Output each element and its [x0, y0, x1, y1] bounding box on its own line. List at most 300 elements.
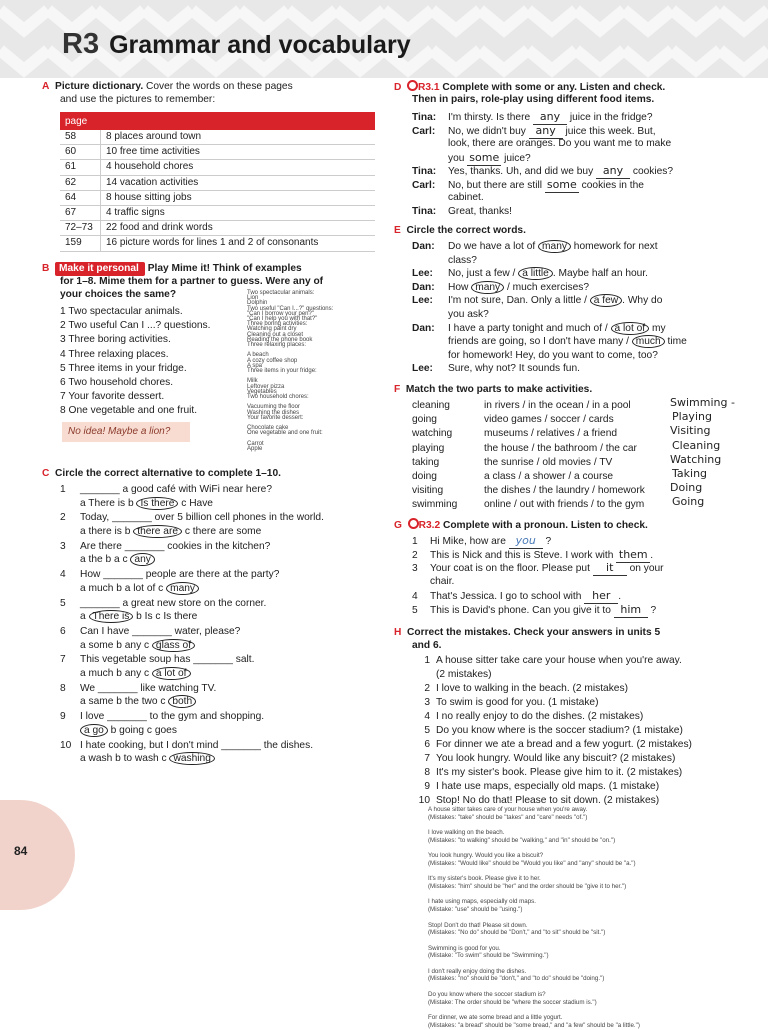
handwritten-note-line: A beach [247, 352, 269, 359]
item-text: Three relaxing places. [68, 348, 169, 360]
answer-note-line: Swimming is good for you. [428, 944, 501, 952]
options-line [80, 525, 261, 539]
table-row [60, 221, 375, 236]
line-text: Sure, why not? It sounds fun. [448, 363, 580, 375]
item-number: 2 [412, 549, 418, 561]
line-text-end: ? [647, 604, 657, 616]
speaker: Lee: [412, 295, 433, 307]
item-text: Your favorite dessert. [68, 391, 165, 403]
description-cell: 4 traffic signs [101, 205, 376, 220]
question-number: 6 [60, 626, 66, 637]
handwritten-answer[interactable]: Going [672, 495, 705, 509]
mistake-sentence [412, 710, 643, 724]
circled-answer[interactable]: washing [169, 752, 214, 765]
verb-cell: going [412, 414, 437, 426]
mistake-sentence [412, 654, 682, 668]
answer-note-line: (Mistake: "To swim" should be "Swimming.") [428, 952, 549, 960]
section-c-heading: C Circle the correct alternative to complete 1–10. [42, 468, 281, 479]
item-text: I love to walking in the beach. (2 mistakes) [436, 683, 628, 694]
sentence-line [412, 603, 656, 618]
item-number: 4 [412, 590, 418, 602]
section-b-instr3: your choices the same? [60, 289, 177, 300]
list-item [60, 348, 169, 362]
question-number: 2 [60, 512, 66, 524]
phrase-cell: the sunrise / old movies / TV [484, 456, 613, 468]
line-text-end: . Maybe half an hour. [552, 268, 648, 280]
line-text: cabinet. [448, 192, 484, 203]
handwritten-answer[interactable]: Doing [670, 481, 703, 495]
item-text: I hate use maps, especially old maps. (1 mistake) [436, 781, 660, 792]
answer-note-line: (Mistakes: "take" should be "takes" and "care" needs "of.") [428, 813, 588, 821]
question-number: 10 [60, 739, 72, 751]
list-item [60, 390, 164, 404]
line-text-end: juice? [501, 152, 531, 164]
handwritten-note-line: Carrot [247, 440, 264, 447]
handwritten-note-line: Watching paint dry [247, 326, 297, 333]
question-number: 7 [60, 654, 66, 666]
options-post: c there are some [182, 525, 262, 537]
handwritten-answer[interactable]: Cleaning [672, 438, 721, 452]
mistake-sentence [412, 752, 675, 766]
circled-answer[interactable]: many [166, 582, 199, 595]
item-number: 1 [60, 306, 66, 317]
table-row [60, 190, 375, 205]
item-number: 3 [412, 563, 418, 575]
item-number: 4 [424, 711, 430, 722]
answer-note-line: I hate using maps, especially old maps. [428, 898, 536, 906]
item-number: 8 [60, 405, 66, 417]
handwritten-note-line: One vegetable and one fruit: [247, 430, 323, 437]
circled-answer[interactable]: any [130, 553, 154, 566]
answer-note-line: It's my sister's book. Please give it to her. [428, 875, 541, 883]
speaker: Lee: [412, 363, 433, 375]
question-line [60, 739, 313, 753]
phrase-cell: a class / a shower / a course [484, 471, 614, 482]
item-number: 7 [60, 391, 66, 403]
unit-code: R3 [62, 28, 100, 60]
verb-cell: taking [412, 456, 440, 468]
mistake-sentence [412, 724, 683, 738]
question-number: 9 [60, 711, 66, 723]
section-a-instr: and use the pictures to remember: [60, 94, 216, 105]
question-text: Today, _______ over 5 billion cell phones in the world. [80, 512, 324, 524]
handwritten-note-line: "Can I borrow your pen?" [247, 310, 314, 317]
dialogue-line [412, 191, 484, 205]
item-text: Three items in your fridge. [68, 362, 187, 374]
handwritten-note-line: Your favorite dessert: [247, 414, 304, 421]
options-line [80, 497, 213, 511]
question-line [60, 540, 270, 554]
options-line [80, 724, 177, 738]
question-text: Can I have _______ water, please? [80, 626, 241, 637]
section-d-heading: D R3.1 Complete with some or any. Listen and check. [394, 82, 666, 93]
line-text-end: cookies? [630, 166, 674, 177]
verb-cell: playing [412, 442, 445, 454]
table-row [60, 236, 375, 251]
item-number: 5 [60, 362, 66, 374]
answer-note-line: (Mistake: The order should be "where the soccer stadium is.") [428, 998, 597, 1006]
phrase-cell: the house / the bathroom / the car [484, 442, 637, 454]
verb-cell: swimming [412, 499, 458, 511]
page-cell: 62 [60, 175, 101, 190]
answer-note-line: (Mistakes: "No do" should be "Don't," and "to sit" should be "sit.") [428, 929, 606, 937]
mistake-sentence [412, 738, 692, 752]
answer-note-line: You look hungry. Would you like a biscuit? [428, 852, 544, 860]
options-pre: a wash b to wash c [80, 753, 170, 765]
page-title [62, 28, 411, 61]
line-text-end: cookies in the [578, 179, 644, 191]
options-post: b Is c Is there [133, 611, 198, 623]
filled-pronoun[interactable]: it [593, 561, 627, 576]
answer-note-line: (Mistakes: "Would like" should be "Would you like" and "any" should be "a.") [428, 859, 636, 867]
section-g-heading: G R3.2 Complete with a pronoun. Listen to check. [394, 520, 648, 531]
line-text: Do we have a lot of [448, 241, 539, 252]
options-pre: a same b the two c [80, 696, 169, 708]
question-line [60, 597, 266, 611]
list-item [60, 333, 171, 347]
line-text-end: . [650, 549, 654, 561]
question-number: 4 [60, 569, 66, 581]
question-text: _______ a good café with WiFi near here? [80, 484, 272, 495]
line-text-end: on your [626, 563, 664, 575]
circled-answer[interactable]: a lot of [152, 667, 191, 680]
answer-note-line: For dinner, we ate some bread and a little yogurt. [428, 1013, 563, 1021]
line-text: you [448, 152, 468, 164]
item-number: 9 [424, 781, 430, 792]
speaker: Carl: [412, 125, 436, 137]
handwritten-note-line: Washing the dishes [247, 409, 300, 416]
line-text: friends are going, so I don't have many / [448, 336, 632, 348]
make-it-personal-badge: Make it personal [55, 262, 145, 276]
circled-word[interactable]: much [632, 335, 665, 348]
filled-pronoun[interactable]: him [614, 603, 648, 618]
speaker: Tina: [412, 166, 437, 177]
verb-cell: watching [412, 428, 453, 440]
options-line [80, 667, 191, 681]
line-text: Your coat is on the floor. Please put [430, 563, 593, 575]
section-f-heading: F Match the two parts to make activities. [394, 384, 593, 395]
line-text: for homework! Hey, do you want to come, too? [448, 349, 658, 361]
filled-answer[interactable]: any [529, 124, 563, 139]
handwritten-note-line: Leftover pizza [247, 383, 285, 390]
line-text: I'm not sure, Dan. Only a little / [448, 295, 590, 307]
page-cell: 72–73 [60, 221, 101, 236]
speech-note: No idea! Maybe a lion? [62, 422, 190, 442]
item-number: 10 [418, 795, 430, 806]
dialogue-line [412, 254, 477, 268]
description-cell: 8 house sitting jobs [101, 190, 376, 205]
dialogue-line [412, 308, 489, 322]
item-text: You look hungry. Would like any biscuit? (2 mistakes) [436, 753, 676, 764]
mistake-sentence [412, 682, 628, 696]
speaker: Dan: [412, 281, 435, 293]
circled-word[interactable]: a few [590, 294, 622, 307]
handwritten-note-line: Dolphin [247, 300, 268, 307]
filled-pronoun[interactable]: them [616, 548, 650, 563]
dialogue-line [412, 362, 580, 376]
circled-word[interactable]: a lot of [611, 322, 650, 335]
line-text: No, we didn't buy [448, 125, 529, 137]
dialogue-line [412, 240, 658, 254]
options-line [80, 553, 155, 567]
dialogue-line [412, 294, 662, 308]
question-line [60, 511, 324, 525]
line-text: This is David's phone. Can you give it to [430, 604, 614, 616]
handwritten-note-line: Lion [247, 295, 259, 302]
item-text: Do you know where is the soccer stadium? (1 mistake) [436, 725, 683, 736]
table-row [60, 205, 375, 220]
options-pre: a There is b [80, 497, 137, 509]
audio-icon[interactable] [408, 518, 419, 529]
picture-dictionary-table [60, 112, 375, 252]
list-item [60, 376, 173, 390]
list-item [60, 404, 197, 418]
handwritten-note-line: A spa [247, 362, 263, 369]
dialogue-line [412, 137, 671, 151]
options-line [80, 582, 199, 596]
description-cell: 16 picture words for lines 1 and 2 of consonants [101, 236, 376, 251]
options-pre: a [80, 611, 89, 623]
answer-note-line: Do you know where the soccer stadium is? [428, 990, 546, 998]
filled-answer[interactable]: any [533, 110, 567, 125]
question-text: _______ a great new store on the corner. [80, 597, 267, 609]
sentence-line [412, 575, 454, 589]
question-line [60, 625, 240, 639]
circled-answer[interactable]: a go [80, 724, 108, 737]
description-cell: 10 free time activities [101, 145, 376, 160]
item-number: 6 [60, 377, 66, 388]
title-text: Grammar and vocabulary [109, 31, 411, 59]
page-cell: 61 [60, 160, 101, 175]
page-cell: 159 [60, 236, 101, 251]
circled-word[interactable]: many [471, 281, 504, 294]
dialogue-line [412, 267, 648, 281]
table-header-page: page [60, 112, 101, 130]
options-line [80, 752, 215, 766]
dialogue-line [412, 349, 658, 363]
page-cell: 60 [60, 145, 101, 160]
line-text: Hi Mike, how are [430, 536, 509, 547]
phrase-cell: online / out with friends / to the gym [484, 499, 645, 511]
handwritten-note-line: Two spectacular animals: [247, 290, 315, 296]
mistake-sentence [412, 780, 659, 794]
answer-note-line: A house sitter takes care of your house when you're away. [428, 806, 588, 813]
question-line [60, 653, 254, 667]
item-number: 1 [424, 655, 430, 666]
line-text: you ask? [448, 309, 489, 320]
answer-note-line: (Mistakes: "a bread" should be "some bread," and "a few" should be "a little.") [428, 1021, 640, 1029]
phrase-cell: the dishes / the laundry / homework [484, 485, 645, 497]
line-text: How [448, 281, 472, 293]
line-text: look, there are oranges. Do you want me to make [448, 138, 672, 149]
section-h-instr2: and 6. [412, 640, 442, 651]
description-cell: 4 household chores [101, 160, 376, 175]
answer-note-line: I love walking on the beach. [428, 829, 505, 837]
item-number: 2 [60, 320, 66, 332]
options-post: b going c goes [107, 724, 177, 736]
question-line [60, 682, 216, 696]
circled-word[interactable]: many [538, 240, 571, 253]
handwritten-note-line: Chocolate cake [247, 425, 289, 432]
line-text: This is Nick and this is Steve. I work with [430, 549, 617, 561]
list-item [60, 319, 210, 333]
handwritten-note-line: Two household chores: [247, 394, 309, 400]
speaker: Dan: [412, 322, 435, 334]
section-a-heading: A Picture dictionary. Cover the words on these pages [42, 81, 293, 92]
question-number: 8 [60, 682, 66, 694]
description-cell: 14 vacation activities [101, 175, 376, 190]
question-line [60, 568, 279, 582]
circled-answer[interactable]: both [168, 695, 196, 708]
options-line [80, 610, 197, 624]
handwritten-answer[interactable]: Swimming - [670, 396, 735, 409]
circled-word[interactable]: a little [518, 267, 553, 280]
item-number: 6 [424, 739, 430, 750]
item-text: For dinner we ate a bread and a few yogurt. (2 mistakes) [436, 739, 692, 750]
dialogue-line [412, 322, 666, 336]
item-number: 4 [60, 348, 66, 360]
line-text-end: juice this week. But, [562, 125, 656, 137]
item-text: Stop! No do that! Please to sit down. (2 mistakes) [436, 795, 660, 806]
circled-answer[interactable]: Is there [136, 497, 178, 510]
section-h-heading: H Correct the mistakes. Check your answers in units 5 [394, 627, 661, 638]
line-text-end: / much exercises? [504, 281, 590, 293]
mistake-sentence [412, 766, 682, 780]
question-line [60, 483, 272, 497]
filled-answer[interactable]: some [467, 151, 501, 166]
section-b-heading: B Make it personal Play Mime it! Think of examples [42, 263, 302, 274]
options-pre: a there is b [80, 525, 134, 537]
audio-icon[interactable] [407, 80, 418, 91]
answer-note-line: (Mistakes: "him" should be "her" and the order should be "give it to her.") [428, 883, 627, 890]
options-post: c Have [178, 497, 213, 509]
options-pre: a much b a lot of c [80, 582, 167, 594]
description-cell: 22 food and drink words [101, 221, 376, 236]
page-header [0, 0, 768, 78]
table-row [60, 145, 375, 160]
line-text-end: homework for next [570, 241, 658, 252]
question-text: I love _______ to the gym and shopping. [80, 711, 265, 723]
item-text: To swim is good for you. (1 mistake) [436, 697, 599, 708]
speaker: Lee: [412, 268, 433, 280]
handwritten-note-line: Three relaxing places: [247, 342, 307, 348]
item-text: (2 mistakes) [436, 669, 492, 680]
item-text: I no really enjoy to do the dishes. (2 mistakes) [436, 711, 644, 722]
handwritten-note-line: Three boring activities: [247, 321, 308, 328]
question-number: 1 [60, 484, 66, 495]
question-text: This vegetable soup has _______ salt. [80, 654, 255, 666]
options-line [80, 639, 195, 653]
handwritten-note-line: Milk [247, 378, 258, 385]
section-d-instr2: Then in pairs, role-play using different food items. [412, 94, 655, 105]
speaker: Dan: [412, 241, 435, 252]
table-row [60, 130, 375, 145]
circled-answer[interactable]: There is [89, 610, 134, 623]
line-text-end: ? [542, 536, 552, 547]
line-text: No, just a few / [448, 268, 519, 280]
item-text: It's my sister's book. Please give him to it. (2 mistakes) [436, 767, 683, 778]
line-text-end: time [664, 336, 687, 348]
handwritten-answer[interactable]: Taking [672, 467, 708, 480]
handwritten-note-line: Cleaning out a closet [247, 331, 304, 338]
question-text: Are there _______ cookies in the kitchen? [80, 540, 271, 552]
item-text: Two household chores. [68, 377, 174, 388]
description-cell: 8 places around town [101, 130, 376, 145]
phrase-cell: in rivers / in the ocean / in a pool [484, 400, 631, 411]
table-row [60, 175, 375, 190]
item-number: 2 [424, 683, 430, 694]
item-text: Two useful Can I ...? questions. [68, 320, 211, 332]
answer-note-line: (Mistakes: "no" should be "don't," and "to do" should be "doing.") [428, 975, 605, 983]
phrase-cell: video games / soccer / cards [484, 414, 614, 426]
options-line [80, 695, 196, 709]
line-text: No, but there are still [448, 179, 545, 191]
handwritten-note-line: Apple [247, 446, 263, 452]
list-item [60, 305, 183, 319]
item-text: One vegetable and one fruit. [68, 405, 198, 417]
dialogue-line [412, 205, 512, 219]
verb-cell: cleaning [412, 400, 450, 411]
page-number-tab [0, 800, 100, 910]
question-text: We _______ like watching TV. [80, 682, 217, 694]
handwritten-note-line: Reading the phone book [247, 336, 313, 343]
handwritten-answer[interactable]: Visiting [670, 424, 711, 438]
answer-note-line: Stop! Don't do that! Please sit down. [428, 921, 528, 929]
page-cell: 58 [60, 130, 101, 145]
line-text: I have a party tonight and much of / [448, 322, 611, 334]
section-b-instr2: for 1–8. Mime them for a partner to guess. Were any of [60, 276, 324, 287]
filled-pronoun[interactable]: her [584, 589, 618, 604]
item-text: A house sitter take care your house when you're away. [436, 655, 682, 666]
speaker: Tina: [412, 112, 437, 123]
item-number: 3 [60, 334, 66, 346]
circled-answer[interactable]: there are [133, 525, 182, 538]
phrase-cell: museums / relatives / a friend [484, 428, 618, 440]
line-text-end: my [649, 322, 666, 334]
line-text-end: . Why do [622, 295, 663, 307]
options-pre: a the b a c [80, 554, 131, 566]
filled-answer[interactable]: any [596, 164, 630, 179]
handwritten-note-line: Vegetables [247, 388, 277, 395]
filled-pronoun[interactable]: you [509, 534, 543, 549]
answer-note-line: (Mistakes: "to walking" should be "walking," and "in" should be "on.") [428, 836, 616, 844]
speaker: Carl: [412, 179, 436, 191]
line-text: Great, thanks! [448, 205, 512, 217]
filled-answer[interactable]: some [545, 178, 579, 193]
page-cell: 64 [60, 190, 101, 205]
handwritten-answer[interactable]: Watching [670, 452, 722, 466]
options-pre: a some b any c [80, 639, 152, 651]
item-number: 7 [424, 753, 430, 764]
mistake-sentence [412, 668, 491, 682]
page-number: 84 [14, 844, 28, 858]
line-text: chair. [430, 576, 455, 588]
handwritten-note-line: Vacuuming the floor [247, 404, 300, 411]
dialogue-line [412, 281, 589, 295]
item-number: 1 [412, 536, 418, 547]
list-item [60, 362, 187, 376]
table-row [60, 160, 375, 175]
line-text: class? [448, 254, 477, 266]
handwritten-answer[interactable]: Playing [672, 410, 712, 424]
item-text: Two spectacular animals. [68, 306, 183, 317]
verb-cell: doing [412, 471, 437, 482]
item-text: Three boring activities. [68, 334, 171, 346]
question-number: 5 [60, 597, 66, 609]
circled-answer[interactable]: glass of [152, 639, 195, 652]
handwritten-note-line: A cozy coffee shop [247, 357, 298, 364]
line-text: Yes, thanks. Uh, and did we buy [448, 166, 597, 177]
